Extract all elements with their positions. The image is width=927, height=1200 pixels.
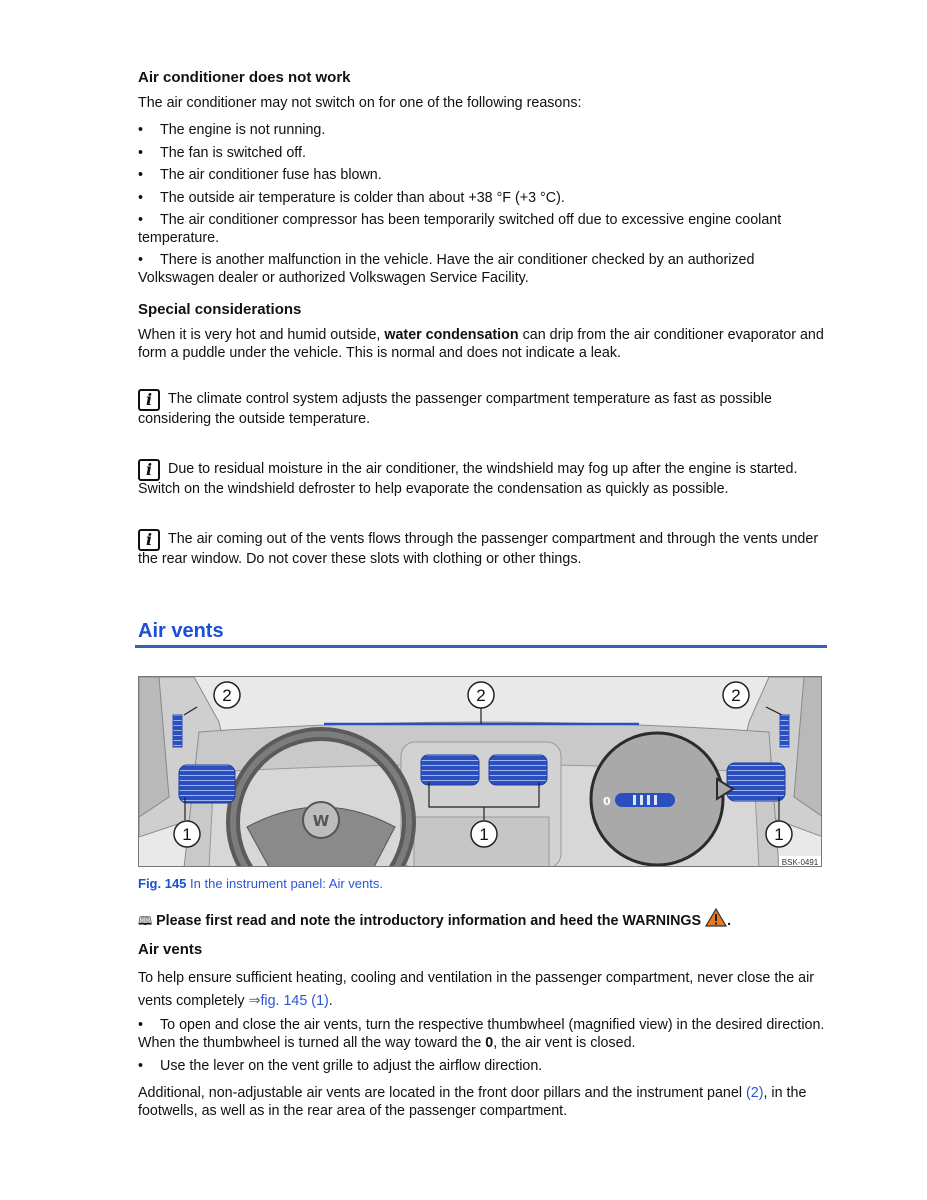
text: Additional, non-adjustable air vents are located in the front door pillars and the instrument panel [138,1085,746,1101]
section-title-air-vents: Air vents [138,620,224,642]
figure-instrument-panel [138,676,822,867]
note-text: The climate control system adjusts the passenger compartment temperature as fast as possible considering the outside temperature. [138,391,772,427]
list-item [138,190,828,208]
info-note [138,389,828,429]
book-icon: 🕮 [138,914,153,928]
text: To help ensure sufficient heating, cooling and ventilation in the passenger compartment, never close the air vents completely [138,970,815,1009]
svg-text:2: 2 [731,686,741,705]
svg-text:1: 1 [479,825,489,844]
svg-text:2: 2 [222,686,232,705]
list-item-text: The air conditioner compressor has been temporarily switched off due to excessive engine coolant temperature. [138,212,782,246]
subheading-air-vents: Air vents [138,941,203,958]
list-item-text: The fan is switched off. [160,145,306,161]
bold-term: water condensation [384,327,519,343]
thumbwheel-zero-label: 0 [603,795,611,808]
list-item-text: The engine is not running. [160,122,326,138]
period: . [727,913,732,929]
text: To open and close the air vents, turn the respective thumbwheel (magnified view) in the desired direction. When the thumbwheel is turned all the way toward the [138,1017,825,1051]
list-item-text: There is another malfunction in the vehicle. Have the air conditioner checked by an authorized Volkswagen dealer or authorized Volkswagen Service Facility. [138,252,755,286]
list-item [138,1017,828,1052]
note-text: Due to residual moisture in the air conditioner, the windshield may fog up after the engine is started. Switch on the windshield defroster to help evaporate the condensation as quickly as possible. [138,461,798,497]
dashboard-illustration [139,677,822,867]
info-icon: i [138,529,160,551]
section-heading-ac-not-work: Air conditioner does not work [138,69,351,86]
svg-text:1: 1 [182,825,192,844]
figure-link[interactable]: fig. 145 (1) [260,993,329,1009]
warning-triangle-icon[interactable] [705,908,727,927]
svg-text:2: 2 [476,686,486,705]
arrow-icon: ⇒ [248,993,261,1009]
list-item [138,145,828,163]
info-note [138,459,828,499]
info-icon: i [138,389,160,411]
intro-text: The air conditioner may not switch on for one of the following reasons: [138,95,582,111]
figure-label: Fig. 145 [138,876,187,891]
callout-link[interactable]: (2) [746,1085,764,1101]
air-vents-paragraph [138,967,828,1013]
text: , in the footwells, as well as in the rear area of the passenger compartment. [138,1085,807,1119]
info-icon: i [138,459,160,481]
list-item [138,167,828,185]
text: When it is very hot and humid outside, [138,327,385,343]
list-item-text: The outside air temperature is colder than about +38 °F (+3 °C). [160,190,565,206]
notice-text: Please first read and note the introductory information and heed the WARNINGS [156,913,702,929]
note-text: The air coming out of the vents flows through the passenger compartment and through the vents under the rear window. Do not cover these slots with clothing or other things. [138,531,819,567]
list-item [138,252,828,287]
list-item [138,212,828,247]
text: . [328,993,333,1009]
section-heading-special-considerations: Special considerations [138,301,302,318]
list-item [138,1058,828,1076]
additional-vents-paragraph [138,1085,828,1120]
read-first-notice [138,908,731,933]
title-underline [135,645,827,648]
svg-text:1: 1 [774,825,784,844]
list-item [138,122,828,140]
text: , the air vent is closed. [493,1034,636,1051]
bold-zero: 0 [485,1034,494,1051]
caption-text: In the instrument panel: Air vents. [186,876,383,891]
text: can drip from the air conditioner evaporator and form a puddle under the vehicle. This is normal and does not indicate a leak. [138,327,824,361]
svg-text:W: W [312,812,330,830]
text: Use the lever on the vent grille to adjust the airflow direction. [160,1058,543,1074]
condensation-paragraph [138,327,828,362]
list-item-text: The air conditioner fuse has blown. [160,167,382,183]
info-note [138,529,828,569]
figure-code: BSK-0491 [781,858,819,867]
figure-caption [138,876,383,891]
